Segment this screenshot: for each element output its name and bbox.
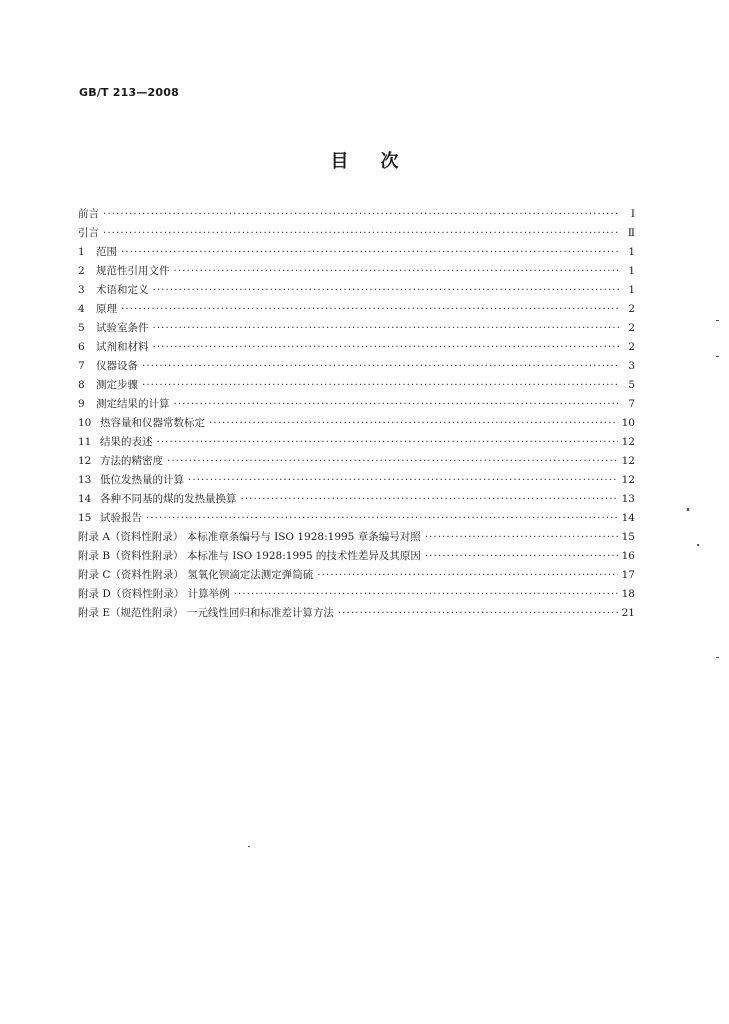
toc-entry-label: 原理 xyxy=(96,303,117,315)
toc-entry-page: 12 xyxy=(621,455,635,467)
toc-leader-dots xyxy=(157,433,618,452)
scan-speck xyxy=(697,544,699,546)
toc-entry[interactable] xyxy=(78,604,635,623)
toc-entry-label: 各种不同基的煤的发热量换算 xyxy=(100,493,237,505)
toc-entry-number: 9 xyxy=(78,398,85,410)
toc-entry[interactable] xyxy=(78,300,635,319)
toc-leader-dots xyxy=(142,376,619,395)
toc-entry-page: 21 xyxy=(621,607,635,619)
toc-leader-dots xyxy=(153,319,620,338)
toc-entry-number: 4 xyxy=(78,303,85,315)
toc-entry-page: 2 xyxy=(628,322,635,334)
toc-entry-number: 1 xyxy=(78,246,85,258)
toc-leader-dots xyxy=(121,300,619,319)
toc-leader-dots xyxy=(338,604,618,623)
toc-entry-label: 热容量和仪器常数标定 xyxy=(100,417,205,429)
toc-entry[interactable] xyxy=(78,566,635,585)
toc-leader-dots xyxy=(153,338,620,357)
toc-leader-dots xyxy=(167,452,618,471)
toc-entry-page: 2 xyxy=(628,341,635,353)
toc-entry-page: 15 xyxy=(621,531,635,543)
toc-entry-number: 15 xyxy=(78,512,92,524)
toc-leader-dots xyxy=(146,509,618,528)
toc-leader-dots xyxy=(142,357,619,376)
toc-entry-page: 12 xyxy=(621,474,635,486)
scan-speck xyxy=(716,320,719,321)
toc-entry[interactable] xyxy=(78,433,635,452)
toc-entry-number: 2 xyxy=(78,265,85,277)
scan-speck xyxy=(716,356,719,357)
toc-entry-label: 试验室条件 xyxy=(96,322,149,334)
toc-entry[interactable] xyxy=(78,281,635,300)
toc-entry-number: 6 xyxy=(78,341,85,353)
toc-entry[interactable] xyxy=(78,205,635,224)
toc-entry-page: 18 xyxy=(621,588,635,600)
toc-entry-page: 1 xyxy=(628,246,635,258)
toc-entry[interactable] xyxy=(78,585,635,604)
toc-entry-page: 17 xyxy=(621,569,635,581)
toc-title: 目次 xyxy=(330,151,431,172)
toc-entry[interactable] xyxy=(78,319,635,338)
toc-entry[interactable] xyxy=(78,243,635,262)
toc-entry-page: 1 xyxy=(628,265,635,277)
toc-entry-label: 附录 B（资料性附录） 本标准与 ISO 1928:1995 的技术性差异及其原因 xyxy=(78,550,421,562)
toc-entry-label: 引言 xyxy=(78,227,99,239)
toc-leader-dots xyxy=(241,490,618,509)
toc-entry[interactable] xyxy=(78,471,635,490)
toc-entry-number: 13 xyxy=(78,474,92,486)
toc-entry[interactable] xyxy=(78,262,635,281)
scan-speck xyxy=(687,508,689,511)
toc-entry-number: 5 xyxy=(78,322,85,334)
toc-entry-page: 1 xyxy=(628,284,635,296)
toc-entry-label: 方法的精密度 xyxy=(100,455,163,467)
toc-entry-number: 12 xyxy=(78,455,92,467)
toc-entry-label: 仪器设备 xyxy=(96,360,138,372)
toc-entry[interactable] xyxy=(78,547,635,566)
scan-speck xyxy=(716,657,719,658)
toc-leader-dots xyxy=(103,205,619,224)
scan-speck xyxy=(248,846,250,847)
toc-entry-number: 7 xyxy=(78,360,85,372)
table-of-contents xyxy=(78,205,635,623)
toc-entry-label: 附录 C（资料性附录） 氢氧化钡滴定法测定弹筒硫 xyxy=(78,569,314,581)
toc-entry[interactable] xyxy=(78,490,635,509)
toc-entry-label: 试验报告 xyxy=(100,512,142,524)
toc-entry-page: 16 xyxy=(621,550,635,562)
toc-entry[interactable] xyxy=(78,357,635,376)
toc-leader-dots xyxy=(234,585,618,604)
toc-entry-page: Ⅱ xyxy=(627,227,635,239)
toc-entry-number: 11 xyxy=(78,436,92,448)
toc-entry[interactable] xyxy=(78,338,635,357)
toc-entry[interactable] xyxy=(78,452,635,471)
toc-leader-dots xyxy=(425,547,618,566)
toc-entry[interactable] xyxy=(78,414,635,433)
toc-entry[interactable] xyxy=(78,395,635,414)
toc-entry[interactable] xyxy=(78,509,635,528)
toc-entry-number: 10 xyxy=(78,417,92,429)
toc-entry-page: Ⅰ xyxy=(630,208,635,220)
toc-entry-label: 试剂和材料 xyxy=(96,341,149,353)
toc-leader-dots xyxy=(425,528,618,547)
toc-entry-page: 2 xyxy=(628,303,635,315)
toc-entry-page: 3 xyxy=(628,360,635,372)
toc-entry-page: 13 xyxy=(621,493,635,505)
toc-entry-page: 10 xyxy=(621,417,635,429)
toc-entry-label: 附录 E（规范性附录） 一元线性回归和标准差计算方法 xyxy=(78,607,334,619)
toc-entry[interactable] xyxy=(78,224,635,243)
standard-code: GB/T 213—2008 xyxy=(79,86,179,99)
toc-entry-label: 术语和定义 xyxy=(96,284,149,296)
toc-entry-number: 8 xyxy=(78,379,85,391)
toc-entry-number: 3 xyxy=(78,284,85,296)
toc-leader-dots xyxy=(153,281,620,300)
toc-leader-dots xyxy=(317,566,617,585)
toc-entry-label: 规范性引用文件 xyxy=(96,265,170,277)
toc-entry-number: 14 xyxy=(78,493,92,505)
toc-entry-label: 前言 xyxy=(78,208,99,220)
toc-entry-label: 范围 xyxy=(96,246,117,258)
toc-entry[interactable] xyxy=(78,528,635,547)
toc-entry-label: 附录 A（资料性附录） 本标准章条编号与 ISO 1928:1995 章条编号对照 xyxy=(78,531,421,543)
toc-entry-page: 7 xyxy=(628,398,635,410)
toc-entry-label: 测定步骤 xyxy=(96,379,138,391)
toc-entry-label: 低位发热量的计算 xyxy=(100,474,184,486)
toc-leader-dots xyxy=(103,224,619,243)
toc-entry-page: 12 xyxy=(621,436,635,448)
toc-entry-label: 结果的表述 xyxy=(100,436,153,448)
toc-leader-dots xyxy=(188,471,618,490)
toc-leader-dots xyxy=(174,395,620,414)
toc-entry[interactable] xyxy=(78,376,635,395)
toc-leader-dots xyxy=(174,262,620,281)
toc-leader-dots xyxy=(121,243,619,262)
toc-leader-dots xyxy=(209,414,618,433)
toc-entry-page: 5 xyxy=(628,379,635,391)
toc-entry-label: 附录 D（资料性附录） 计算举例 xyxy=(78,588,230,600)
toc-entry-label: 测定结果的计算 xyxy=(96,398,170,410)
toc-entry-page: 14 xyxy=(621,512,635,524)
